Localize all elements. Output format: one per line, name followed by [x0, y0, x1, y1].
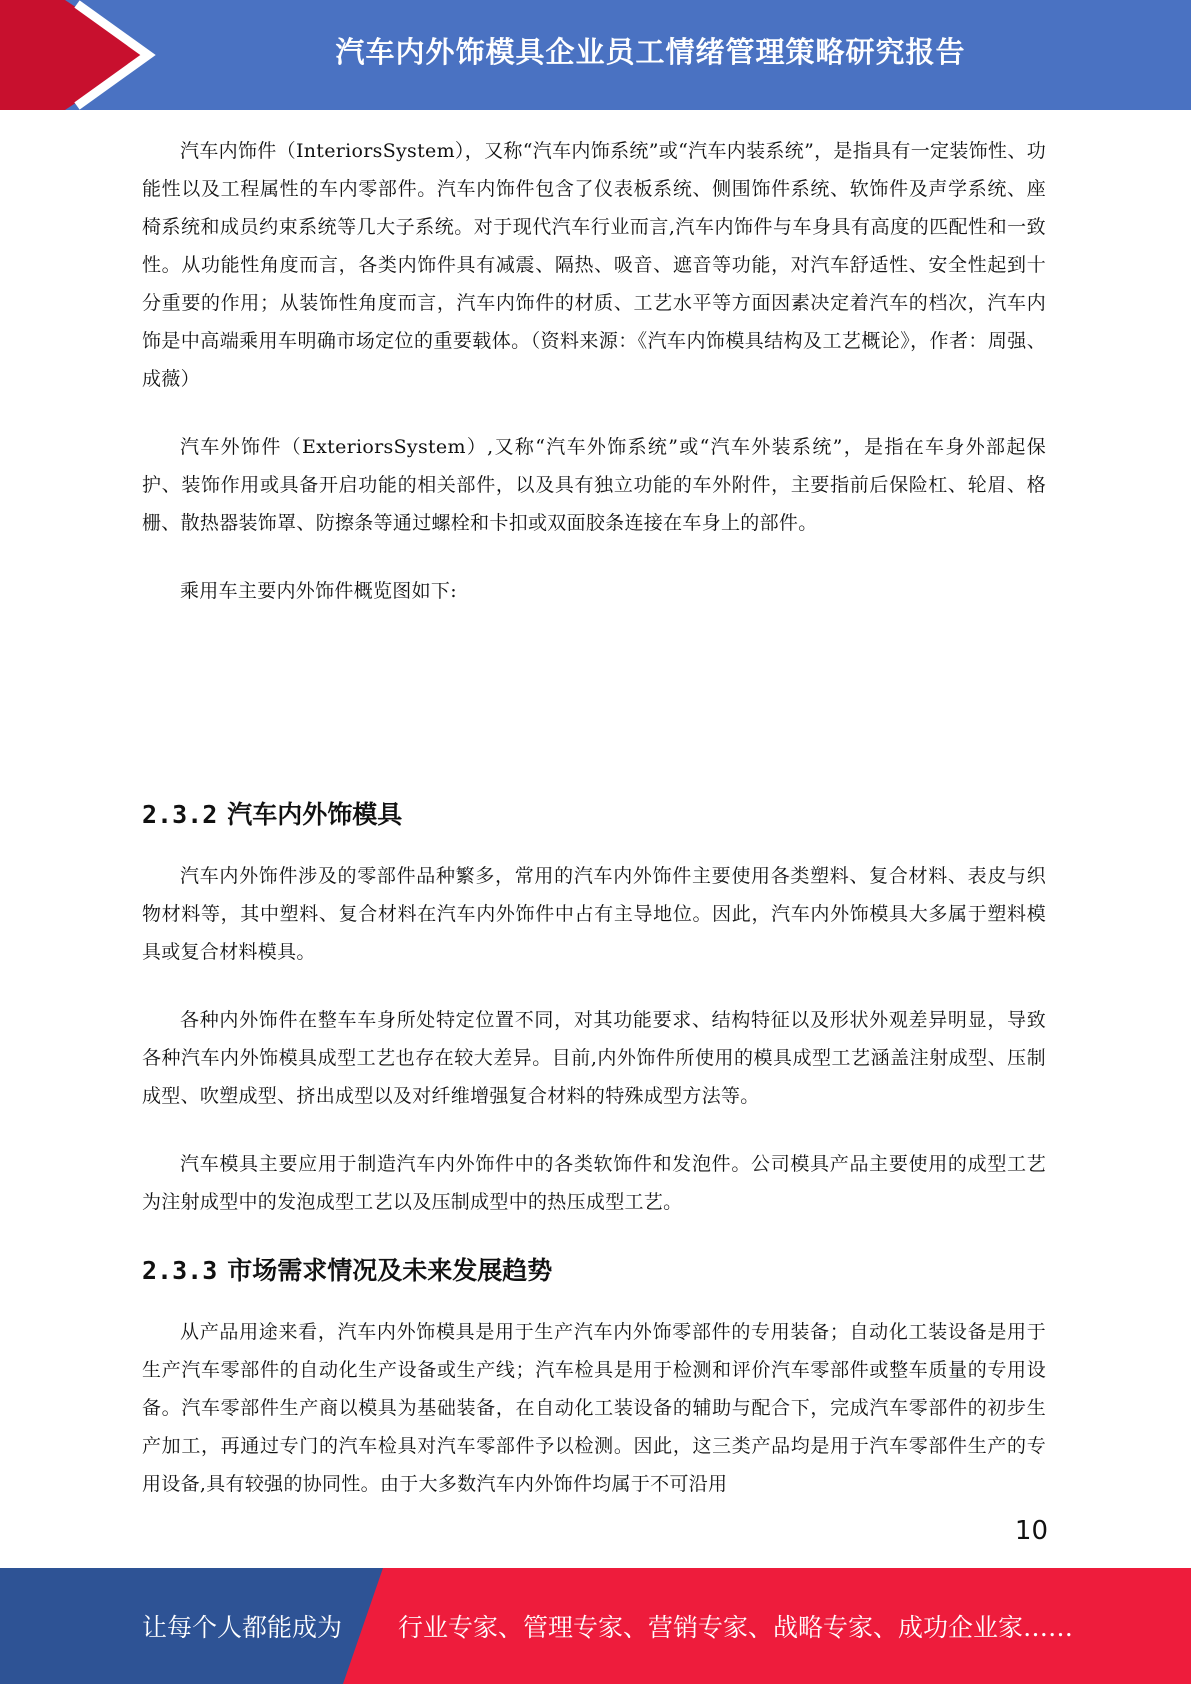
paragraph-overview-intro: 乘用车主要内外饰件概览图如下:: [180, 580, 457, 602]
footer-slogan-right: 行业专家、管理专家、营销专家、战略专家、成功企业家……: [398, 1613, 1074, 1642]
section-number: 2.3.2: [142, 800, 218, 829]
paragraph-mold-materials: 汽车内外饰件涉及的零部件品种繁多，常用的汽车内外饰件主要使用各类塑料、复合材料、表皮与织物材料等，其中塑料、复合材料在汽车内外饰件中占有主导地位。因此，汽车内外饰模具大多属于塑料模具或复合材料模具。: [142, 865, 1046, 963]
paragraph-market-demand: 从产品用途来看，汽车内外饰模具是用于生产汽车内外饰零部件的专用装备；自动化工装设备是用于生产汽车零部件的自动化生产设备或生产线；汽车检具是用于检测和评价汽车零部件或整车质量的专用设备。汽车零部件生产商以模具为基础装备，在自动化工装设备的辅助与配合下，完成汽车零部件的初步生产加工，再通过专门的汽车检具对汽车零部件予以检测。因此，这三类产品均是用于汽车零部件生产的专用设备,具有较强的协同性。由于大多数汽车内外饰件均属于不可沿用: [142, 1321, 1046, 1495]
section-title: 汽车内外饰模具: [227, 800, 403, 829]
paragraph-mold-application: 汽车模具主要应用于制造汽车内外饰件中的各类软饰件和发泡件。公司模具产品主要使用的成型工艺为注射成型中的发泡成型工艺以及压制成型中的热压成型工艺。: [142, 1153, 1046, 1213]
figure-placeholder: [142, 640, 1046, 795]
paragraph-interiors: 汽车内饰件（InteriorsSystem），又称“汽车内饰系统”或“汽车内装系统”，是指具有一定装饰性、功能性以及工程属性的车内零部件。汽车内饰件包含了仪表板系统、侧围饰件系统、软饰件及声学系统、座椅系统和成员约束系统等几大子系统。对于现代汽车行业而言,汽车内饰件与车身具有高度的匹配性和一致性。从功能性角度而言，各类内饰件具有减震、隔热、吸音、遮音等功能，对汽车舒适性、安全性起到十分重要的作用；从装饰性角度而言，汽车内饰件的材质、工艺水平等方面因素决定着汽车的档次，汽车内饰是中高端乘用车明确市场定位的重要载体。（资料来源：《汽车内饰模具结构及工艺概论》，作者：周强、成薇）: [142, 140, 1046, 390]
footer-slogan-left: 让每个人都能成为: [142, 1613, 343, 1642]
section-title: 市场需求情况及未来发展趋势: [227, 1256, 553, 1285]
section-heading-2-3-3: [142, 1251, 1046, 1291]
paragraph-exteriors: 汽车外饰件（ExteriorsSystem）,又称“汽车外饰系统”或“汽车外装系统”，是指在车身外部起保护、装饰作用或具备开启功能的相关部件，以及具有独立功能的车外附件，主要指前后保险杠、轮眉、格栅、散热器装饰罩、防擦条等通过螺栓和卡扣或双面胶条连接在车身上的部件。: [142, 436, 1046, 534]
page-header: [0, 0, 1191, 110]
header-red-arrow: [0, 0, 148, 110]
page-footer: [0, 1568, 1191, 1684]
section-heading-2-3-2: [142, 795, 1046, 835]
document-title: 汽车内外饰模具企业员工情绪管理策略研究报告: [335, 34, 966, 69]
page-content: [142, 132, 1046, 1533]
paragraph-mold-processes: 各种内外饰件在整车车身所处特定位置不同，对其功能要求、结构特征以及形状外观差异明显，导致各种汽车内外饰模具成型工艺也存在较大差异。目前,内外饰件所使用的模具成型工艺涵盖注射成型、压制成型、吹塑成型、挤出成型以及对纤维增强复合材料的特殊成型方法等。: [142, 1009, 1046, 1107]
section-number: 2.3.3: [142, 1256, 218, 1285]
page-number: 10: [1014, 1516, 1048, 1546]
